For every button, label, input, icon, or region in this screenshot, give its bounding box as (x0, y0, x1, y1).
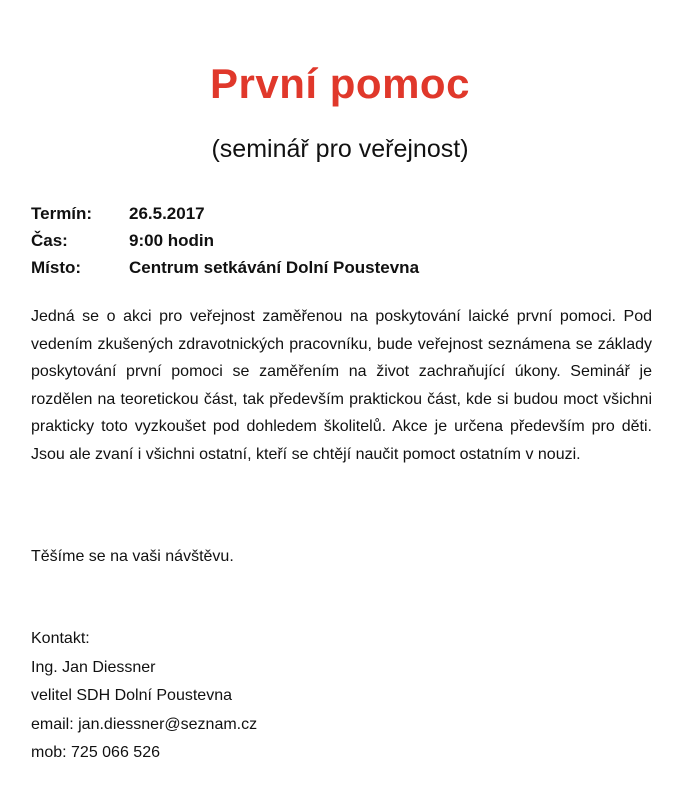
event-details (31, 200, 419, 281)
detail-row-place (31, 254, 419, 281)
closing-line: Těšíme se na vaši návštěvu. (31, 548, 234, 565)
contact-name: Ing. Jan Diessner (31, 658, 156, 676)
detail-value: Centrum setkávání Dolní Poustevna (129, 258, 420, 277)
detail-label: Termín: (31, 204, 93, 223)
contact-phone: mob: 725 066 526 (31, 744, 160, 761)
page-title: První pomoc (210, 60, 470, 107)
detail-row-date (31, 200, 419, 227)
contact-block (31, 625, 257, 768)
detail-value: 9:00 hodin (129, 231, 215, 250)
contact-heading: Kontakt: (31, 630, 90, 647)
event-description: Jedná se o akci pro veřejnost zaměřenou na poskytování laické první pomoci. Pod vedením zkušených zdravotnických pracovníku, bude veřejnost seznámena se základy poskytování první pomoci se zaměřením na život zachraňující úkony. Seminář je rozdělen na teoretickou část, tak především praktickou část, kde si budou moct všichni prakticky toto vyzkoušet pod dohledem školitelů. Akce je určena především pro děti. Jsou ale zvaní i všichni ostatní, kteří se chtějí naučit pomoct ostatním v nouzi. (31, 308, 652, 463)
detail-value: 26.5.2017 (129, 204, 205, 223)
detail-row-time (31, 227, 419, 254)
contact-role: velitel SDH Dolní Poustevna (31, 687, 232, 704)
detail-label: Čas: (31, 231, 68, 250)
page-subtitle: (seminář pro veřejnost) (211, 135, 469, 163)
contact-email: email: jan.diessner@seznam.cz (31, 715, 258, 733)
detail-label: Místo: (31, 258, 82, 277)
